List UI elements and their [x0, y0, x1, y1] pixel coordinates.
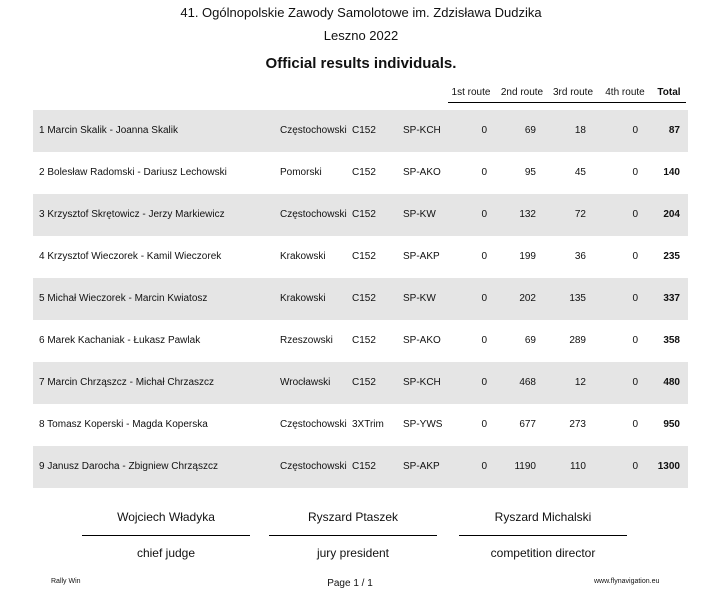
club-cell: Częstochowski	[280, 125, 347, 136]
club-cell: Częstochowski	[280, 461, 347, 472]
route3-cell: 18	[574, 125, 586, 136]
total-cell: 950	[663, 419, 680, 430]
table-row	[33, 110, 688, 152]
aircraft-type-cell: C152	[352, 461, 376, 472]
signature-name-competition-director: Ryszard Michalski	[494, 510, 592, 524]
route4-cell: 0	[632, 461, 638, 472]
route4-cell: 0	[632, 209, 638, 220]
club-cell: Częstochowski	[280, 209, 347, 220]
route1-cell: 0	[481, 167, 487, 178]
route4-cell: 0	[632, 377, 638, 388]
club-cell: Wrocławski	[280, 377, 331, 388]
route1-cell: 0	[481, 377, 487, 388]
rank-number: 4	[39, 251, 45, 262]
total-cell: 235	[663, 251, 680, 262]
route3-cell: 273	[569, 419, 586, 430]
signature-name-chief-judge: Wojciech Władyka	[117, 510, 215, 524]
event-location: Leszno 2022	[323, 28, 399, 43]
crew-cell	[39, 377, 214, 388]
footer-website: www.flynavigation.eu	[594, 578, 660, 585]
page-title: Official results individuals.	[265, 55, 457, 72]
club-cell: Krakowski	[280, 251, 326, 262]
route3-cell: 36	[574, 251, 586, 262]
route1-cell: 0	[481, 335, 487, 346]
route1-cell: 0	[481, 209, 487, 220]
crew-cell	[39, 209, 225, 220]
route4-cell: 0	[632, 251, 638, 262]
crew-names: Marek Kachaniak - Łukasz Pawlak	[47, 335, 201, 346]
crew-cell	[39, 251, 221, 262]
route2-cell: 199	[519, 251, 536, 262]
total-cell: 358	[663, 335, 680, 346]
table-row	[33, 194, 688, 236]
crew-names: Tomasz Koperski - Magda Koperska	[47, 419, 208, 430]
registration-cell: SP-KW	[403, 209, 436, 220]
route1-cell: 0	[481, 251, 487, 262]
crew-names: Michał Wieczorek - Marcin Kwiatosz	[47, 293, 208, 304]
registration-cell: SP-KCH	[403, 125, 441, 136]
footer-page-number: Page 1 / 1	[327, 578, 373, 589]
aircraft-type-cell: C152	[352, 251, 376, 262]
route2-cell: 202	[519, 293, 536, 304]
crew-names: Marcin Chrząszcz - Michał Chrzaszcz	[47, 377, 215, 388]
column-header-route3: 3rd route	[552, 87, 594, 98]
registration-cell: SP-AKP	[403, 461, 440, 472]
signature-role-chief-judge: chief judge	[136, 546, 196, 560]
crew-names: Marcin Skalik - Joanna Skalik	[47, 125, 178, 136]
route2-cell: 468	[519, 377, 536, 388]
rank-number: 9	[39, 461, 45, 472]
registration-cell: SP-KW	[403, 293, 436, 304]
signature-name-jury-president: Ryszard Ptaszek	[307, 510, 399, 524]
event-title: 41. Ogólnopolskie Zawody Samolotowe im. Zdzisława Dudzika	[180, 5, 542, 20]
club-cell: Rzeszowski	[280, 335, 333, 346]
club-cell: Krakowski	[280, 293, 326, 304]
crew-cell	[39, 125, 178, 136]
column-header-route2: 2nd route	[500, 87, 544, 98]
registration-cell: SP-YWS	[403, 419, 443, 430]
rank-number: 6	[39, 335, 45, 346]
total-cell: 87	[668, 125, 680, 136]
aircraft-type-cell: C152	[352, 293, 376, 304]
route2-cell: 69	[524, 125, 536, 136]
aircraft-type-cell: C152	[352, 167, 376, 178]
header-underline	[448, 102, 686, 103]
route3-cell: 135	[569, 293, 586, 304]
aircraft-type-cell: C152	[352, 377, 376, 388]
route3-cell: 289	[569, 335, 586, 346]
signature-role-competition-director: competition director	[490, 546, 596, 560]
route2-cell: 132	[519, 209, 536, 220]
registration-cell: SP-KCH	[403, 377, 441, 388]
aircraft-type-cell: C152	[352, 209, 376, 220]
total-cell: 337	[663, 293, 680, 304]
route1-cell: 0	[481, 293, 487, 304]
route2-cell: 1190	[514, 461, 536, 472]
route3-cell: 12	[574, 377, 586, 388]
table-row	[33, 152, 688, 194]
route2-cell: 95	[524, 167, 536, 178]
signature-line-competition-director	[459, 535, 627, 536]
crew-names: Bolesław Radomski - Dariusz Lechowski	[47, 167, 227, 178]
crew-cell	[39, 419, 208, 430]
rank-number: 2	[39, 167, 45, 178]
rank-number: 7	[39, 377, 45, 388]
crew-cell	[39, 335, 200, 346]
club-cell: Częstochowski	[280, 419, 347, 430]
table-row	[33, 320, 688, 362]
aircraft-type-cell: C152	[352, 125, 376, 136]
rank-number: 1	[39, 125, 45, 136]
aircraft-type-cell: C152	[352, 335, 376, 346]
crew-cell	[39, 167, 227, 178]
column-header-total: Total	[657, 87, 681, 98]
route2-cell: 69	[524, 335, 536, 346]
rank-number: 5	[39, 293, 45, 304]
aircraft-type-cell: 3XTrim	[352, 419, 384, 430]
route2-cell: 677	[519, 419, 536, 430]
rank-number: 8	[39, 419, 45, 430]
signature-line-jury-president	[269, 535, 437, 536]
route3-cell: 45	[574, 167, 586, 178]
route3-cell: 72	[574, 209, 586, 220]
table-row	[33, 404, 688, 446]
table-row	[33, 446, 688, 488]
footer-software: Rally Win	[51, 578, 81, 585]
signature-role-jury-president: jury president	[316, 546, 390, 560]
total-cell: 140	[663, 167, 680, 178]
route4-cell: 0	[632, 335, 638, 346]
signature-line-chief-judge	[82, 535, 250, 536]
total-cell: 480	[663, 377, 680, 388]
column-header-route4: 4th route	[605, 87, 645, 98]
route3-cell: 110	[570, 461, 586, 472]
route4-cell: 0	[632, 167, 638, 178]
club-cell: Pomorski	[280, 167, 322, 178]
crew-cell	[39, 293, 207, 304]
crew-names: Janusz Darocha - Zbigniew Chrząszcz	[47, 461, 218, 472]
results-table	[33, 110, 688, 488]
registration-cell: SP-AKP	[403, 251, 440, 262]
route1-cell: 0	[481, 419, 487, 430]
registration-cell: SP-AKO	[403, 167, 441, 178]
route1-cell: 0	[481, 461, 487, 472]
crew-cell	[39, 461, 218, 472]
route4-cell: 0	[632, 125, 638, 136]
rank-number: 3	[39, 209, 45, 220]
table-row	[33, 362, 688, 404]
crew-names: Krzysztof Skrętowicz - Jerzy Markiewicz	[47, 209, 225, 220]
route1-cell: 0	[481, 125, 487, 136]
total-cell: 1300	[657, 461, 680, 472]
route4-cell: 0	[632, 419, 638, 430]
column-header-route1: 1st route	[451, 87, 491, 98]
crew-names: Krzysztof Wieczorek - Kamil Wieczorek	[47, 251, 222, 262]
total-cell: 204	[663, 209, 680, 220]
table-row	[33, 278, 688, 320]
table-row	[33, 236, 688, 278]
registration-cell: SP-AKO	[403, 335, 441, 346]
route4-cell: 0	[632, 293, 638, 304]
